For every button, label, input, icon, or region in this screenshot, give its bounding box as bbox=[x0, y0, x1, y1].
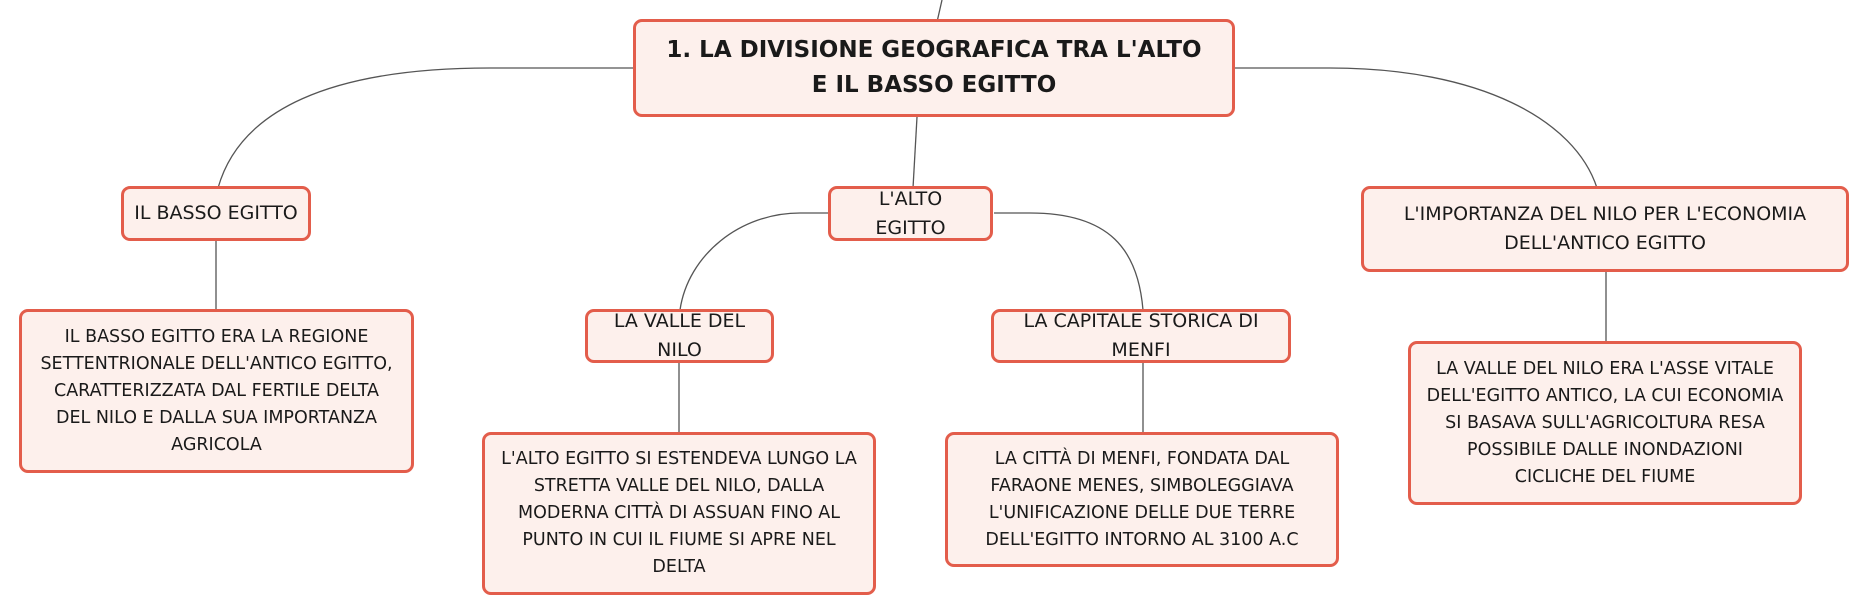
node-basso-egitto-detail[interactable] bbox=[19, 309, 414, 473]
node-menfi-detail-text: LA CITTÀ DI MENFI, FONDATA DAL FARAONE MENES, SIMBOLEGGIAVA L'UNIFICAZIONE DELLE DUE TERRE DELL'EGITTO INTORNO AL 3100 A.C bbox=[985, 448, 1299, 550]
node-importanza-nilo[interactable] bbox=[1361, 186, 1849, 272]
root-label: 1. LA DIVISIONE GEOGRAFICA TRA L'ALTO E IL BASSO EGITTO bbox=[666, 37, 1202, 98]
connector-root-basso bbox=[218, 68, 635, 188]
connector-root-importanza bbox=[1235, 68, 1597, 188]
node-menfi-label: LA CAPITALE STORICA DI MENFI bbox=[1023, 310, 1259, 361]
node-valle-nilo-detail-text: L'ALTO EGITTO SI ESTENDEVA LUNGO LA STRETTA VALLE DEL NILO, DALLA MODERNA CITTÀ DI ASSUAN FINO AL PUNTO IN CUI IL FIUME SI APRE NEL DELTA bbox=[501, 449, 857, 577]
node-menfi[interactable] bbox=[991, 309, 1291, 363]
node-valle-nilo-detail[interactable] bbox=[482, 432, 876, 595]
node-valle-nilo[interactable] bbox=[585, 309, 774, 363]
connector-alto-menfi bbox=[994, 213, 1143, 310]
root-node[interactable] bbox=[633, 19, 1235, 117]
node-basso-egitto[interactable] bbox=[121, 186, 311, 241]
node-importanza-nilo-detail[interactable] bbox=[1408, 341, 1802, 505]
node-menfi-detail[interactable] bbox=[945, 432, 1339, 567]
node-basso-egitto-label: IL BASSO EGITTO bbox=[134, 202, 298, 224]
node-importanza-nilo-label: L'IMPORTANZA DEL NILO PER L'ECONOMIA DELL'ANTICO EGITTO bbox=[1403, 203, 1807, 254]
connector-root-alto bbox=[913, 117, 917, 188]
node-importanza-nilo-detail-text: LA VALLE DEL NILO ERA L'ASSE VITALE DELL'EGITTO ANTICO, LA CUI ECONOMIA SI BASAVA SULL'AGRICOLTURA RESA POSSIBILE DALLE INONDAZIONI CICLICHE DEL FIUME bbox=[1426, 358, 1784, 487]
node-basso-egitto-detail-text: IL BASSO EGITTO ERA LA REGIONE SETTENTRIONALE DELL'ANTICO EGITTO, CARATTERIZZATA DAL FERTILE DELTA DEL NILO E DALLA SUA IMPORTANZA AGRICOLA bbox=[40, 326, 393, 455]
connector-alto-valle bbox=[680, 213, 830, 310]
node-alto-egitto-label: L'ALTO EGITTO bbox=[875, 187, 946, 239]
node-alto-egitto[interactable] bbox=[828, 186, 993, 241]
node-valle-nilo-label: LA VALLE DEL NILO bbox=[613, 310, 746, 361]
